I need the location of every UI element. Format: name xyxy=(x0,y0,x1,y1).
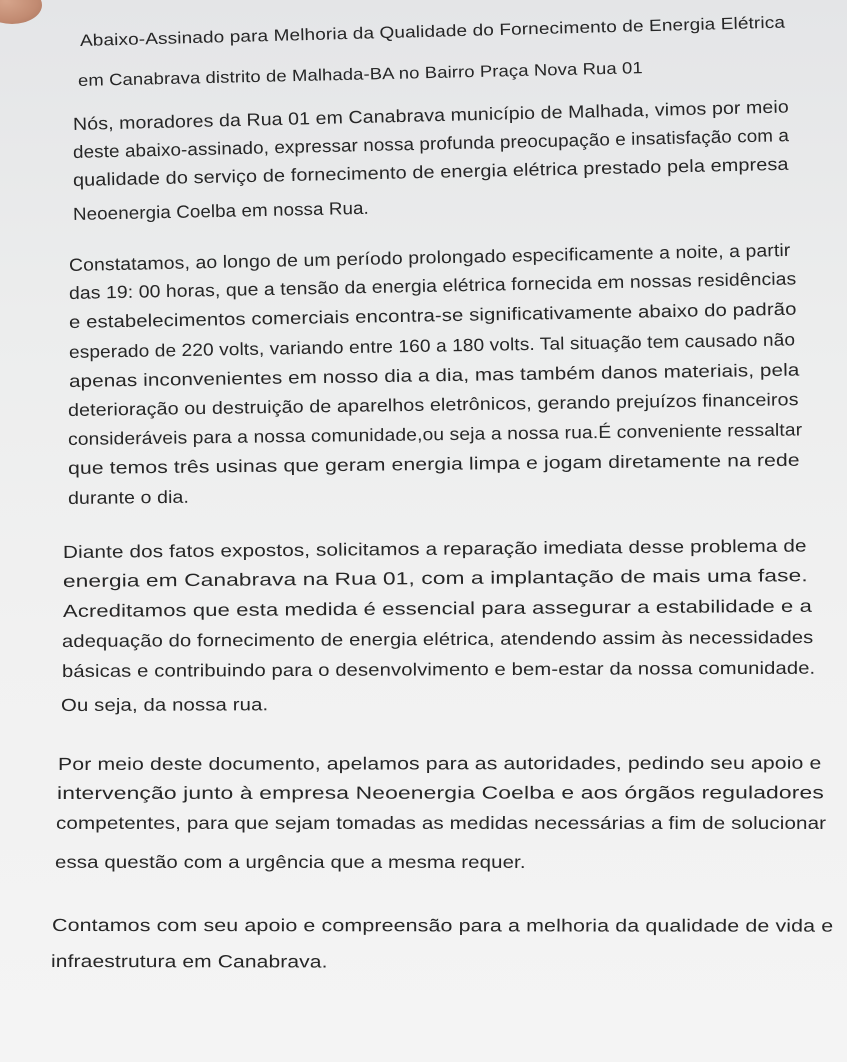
paragraph-line: infraestrutura em Canabrava. xyxy=(50,951,328,972)
paragraph-line: Por meio deste documento, apelamos para as autoridades, pedindo seu apoio e xyxy=(57,752,822,774)
paragraph-line: Contamos com seu apoio e compreensão para a melhoria da qualidade de vida e xyxy=(51,915,834,936)
paragraph-line: das 19: 00 horas, que a tensão da energia elétrica fornecida em nossas residências xyxy=(68,268,797,303)
paragraph-line: Constatamos, ao longo de um período prolongado especificamente a noite, a partir xyxy=(68,239,791,275)
paragraph-line: Ou seja, da nossa rua. xyxy=(60,694,269,715)
title-line: Abaixo-Assinado para Melhoria da Qualidade do Fornecimento de Energia Elétrica xyxy=(79,13,786,50)
paragraph-line: esperado de 220 volts, variando entre 160 a 180 volts. Tal situação tem causado não xyxy=(68,329,796,362)
paragraph-line: competentes, para que sejam tomadas as medidas necessárias a fim de solucionar xyxy=(56,813,827,833)
paragraph-line: básicas e contribuindo para o desenvolvimento e bem-estar da nossa comunidade. xyxy=(61,657,816,681)
paragraph-line: Diante dos fatos expostos, solicitamos a reparação imediata desse problema de xyxy=(62,535,807,562)
paragraph-line: Neoenergia Coelba em nossa Rua. xyxy=(72,197,370,224)
title-line: em Canabrava distrito de Malhada-BA no Bairro Praça Nova Rua 01 xyxy=(77,59,643,90)
paragraph-line: essa questão com a urgência que a mesma requer. xyxy=(55,852,526,872)
paragraph-line: adequação do fornecimento de energia elétrica, atendendo assim às necessidades xyxy=(61,627,814,651)
paragraph-line: que temos três usinas que geram energia limpa e jogam diretamente na rede xyxy=(67,449,800,478)
paragraph-line: intervenção junto à empresa Neoenergia Coelba e aos órgãos reguladores xyxy=(56,782,824,803)
paragraph-line: apenas inconvenientes em nosso dia a dia, mas também danos materiais, pela xyxy=(68,359,800,391)
paragraph-line: Acreditamos que esta medida é essencial para assegurar a estabilidade e a xyxy=(62,595,813,621)
paragraph-line: qualidade do serviço de fornecimento de energia elétrica prestado pela empresa xyxy=(72,153,789,190)
paragraph-line: durante o dia. xyxy=(67,486,190,508)
paragraph-line: deste abaixo-assinado, expressar nossa profunda preocupação e insatisfação com a xyxy=(72,125,790,162)
paragraph-line: consideráveis para a nossa comunidade,ou seja a nossa rua.É conveniente ressaltar xyxy=(67,419,803,449)
paragraph-line: e estabelecimentos comerciais encontra-se significativamente abaixo do padrão xyxy=(68,298,797,332)
paragraph-line: Nós, moradores da Rua 01 em Canabrava município de Malhada, vimos por meio xyxy=(72,96,790,134)
paragraph-line: energia em Canabrava na Rua 01, com a implantação de mais uma fase. xyxy=(62,565,808,591)
paragraph-line: deterioração ou destruição de aparelhos eletrônicos, gerando prejuízos financeiros xyxy=(67,389,799,420)
